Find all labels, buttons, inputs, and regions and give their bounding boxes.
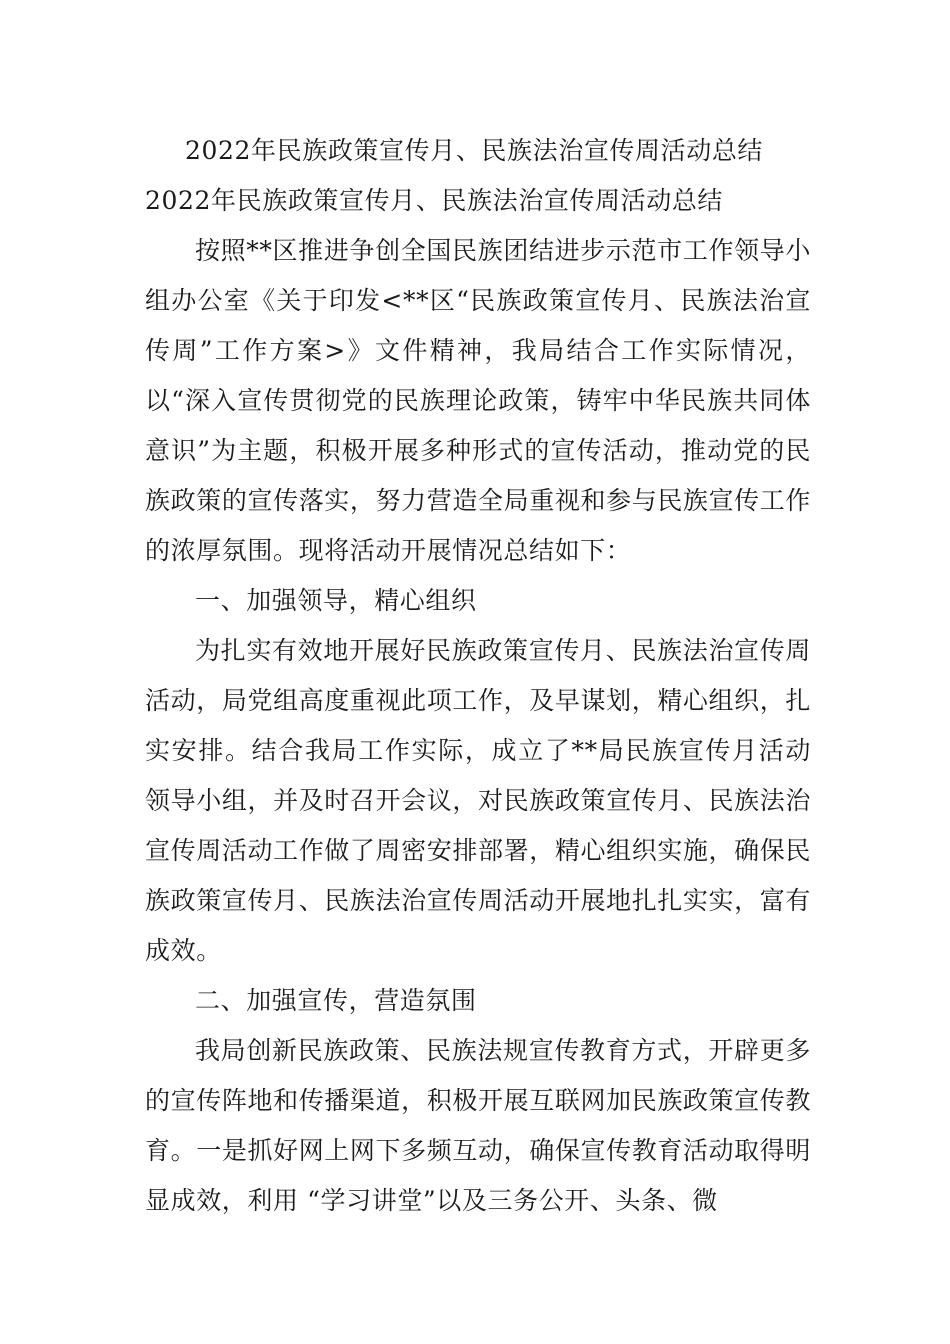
section-2-paragraph: 我局创新民族政策、民族法规宣传教育方式，开辟更多的宣传阵地和传播渠道，积极开展互联网加民族政策宣传教育。一是抓好网上网下多频互动，确保宣传教育活动取得明显成效，利用 “学习讲堂”以及三务公开、头条、微 (145, 1036, 811, 1215)
section-1-paragraph: 为扎实有效地开展好民族政策宣传月、民族法治宣传周活动，局党组高度重视此项工作，及早谋划，精心组织，扎实安排。结合我局工作实际，成立了**局民族宣传月活动领导小组，并及时召开会议，对民族政策宣传月、民族法治宣传周活动工作做了周密安排部署，精心组织实施，确保民族政策宣传月、民族法治宣传周活动开展地扎扎实实，富有成效。 (145, 636, 811, 965)
document-subtitle: 2022年民族政策宣传月、民族法治宣传周活动总结 (145, 186, 724, 215)
section-heading-1: 一、加强领导，精心组织 (195, 586, 477, 615)
intro-paragraph: 按照**区推进争创全国民族团结进步示范市工作领导小组办公室《关于印发<**区“民族政策宣传月、民族法治宣传周”工作方案>》文件精神，我局结合工作实际情况，以“深入宣传贯彻党的民族理论政策，铸牢中华民族共同体意识”为主题，积极开展多种形式的宣传活动，推动党的民族政策的宣传落实，努力营造全局重视和参与民族宣传工作的浓厚氛围。现将活动开展情况总结如下： (145, 236, 811, 565)
document-body (145, 126, 811, 1226)
section-heading-2: 二、加强宣传，营造氛围 (195, 986, 477, 1015)
document-title: 2022年民族政策宣传月、民族法治宣传周活动总结 (185, 136, 764, 165)
